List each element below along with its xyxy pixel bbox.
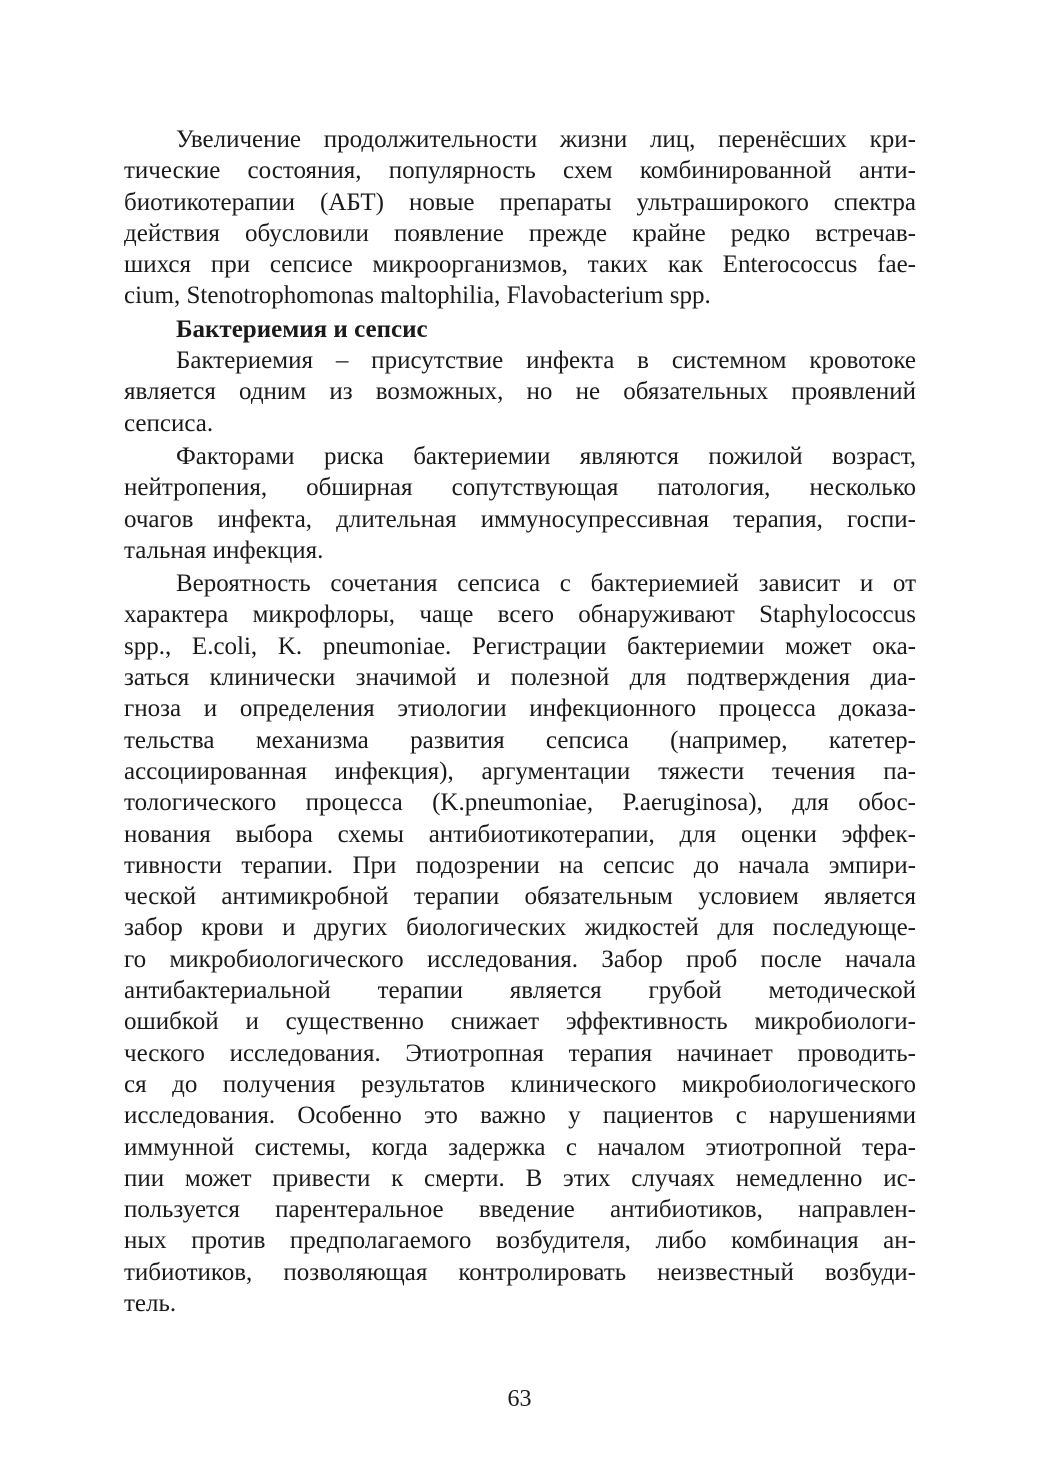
text-line: ассоциированная инфекция), аргументации тяжести течения па- bbox=[124, 757, 916, 785]
text-line: забор крови и других биологических жидкостей для последующе- bbox=[124, 914, 916, 942]
text-line: пии может привести к смерти. В этих случаях немедленно ис- bbox=[124, 1164, 916, 1192]
text-line: действия обусловили появление прежде крайне редко встречав- bbox=[124, 219, 916, 247]
page-body bbox=[124, 124, 916, 1319]
text-line: го микробиологического исследования. Забор проб после начала bbox=[124, 945, 916, 973]
text-line: ся до получения результатов клинического микробиологического bbox=[124, 1070, 916, 1098]
text-line: биотикотерапии (АБТ) новые препараты ультраширокого спектра bbox=[124, 188, 916, 216]
paragraph-definition bbox=[124, 345, 916, 439]
paragraph-intro bbox=[124, 124, 916, 312]
text-line: тические состояния, популярность схем комбинированной анти- bbox=[124, 157, 916, 185]
text-line: исследования. Особенно это важно у пациентов с нарушениями bbox=[124, 1102, 916, 1130]
text-line: spp., E.coli, K. pneumoniae. Регистрации бактериемии может ока- bbox=[124, 632, 916, 660]
text-line: ошибкой и существенно снижает эффективность микробиологи- bbox=[124, 1008, 916, 1036]
paragraph-probability bbox=[124, 568, 916, 1319]
page-number: 63 bbox=[507, 1386, 532, 1412]
text-line: характера микрофлоры, чаще всего обнаруживают Staphylococcus bbox=[124, 601, 916, 629]
paragraph-risk-factors bbox=[124, 441, 916, 566]
text-line: Бактериемия – присутствие инфекта в системном кровотоке bbox=[176, 347, 916, 375]
text-line: очагов инфекта, длительная иммуносупрессивная терапия, госпи- bbox=[124, 505, 916, 533]
text-line: нейтропения, обширная сопутствующая патология, несколько bbox=[124, 474, 916, 502]
text-line: нования выбора схемы антибиотикотерапии, для оценки эффек- bbox=[124, 820, 916, 848]
text-line: ческой антимикробной терапии обязательным условием является bbox=[124, 883, 916, 911]
text-line: тибиотиков, позволяющая контролировать неизвестный возбуди- bbox=[124, 1258, 916, 1286]
text-line: тальная инфекция. bbox=[124, 536, 324, 564]
text-line: ческого исследования. Этиотропная терапия начинает проводить- bbox=[124, 1039, 916, 1067]
text-line: Факторами риска бактериемии являются пожилой возраст, bbox=[176, 442, 916, 470]
text-line: cium, Stenotrophomonas maltophilia, Flavobacterium spp. bbox=[124, 282, 711, 310]
text-line: заться клинически значимой и полезной для подтверждения диа- bbox=[124, 664, 916, 692]
text-line: шихся при сепсисе микроорганизмов, таких как Enterococcus fae- bbox=[124, 251, 916, 279]
text-line: является одним из возможных, но не обязательных проявлений bbox=[124, 378, 916, 406]
text-line: антибактериальной терапии является грубой методической bbox=[124, 977, 916, 1005]
section-heading: Бактериемия и сепсис bbox=[176, 315, 428, 343]
text-line: тологического процесса (K.pneumoniae, P.aeruginosa), для обос- bbox=[124, 789, 916, 817]
text-line: сепсиса. bbox=[124, 409, 214, 437]
text-line: пользуется парентеральное введение антибиотиков, направлен- bbox=[124, 1196, 916, 1224]
text-line: Вероятность сочетания сепсиса с бактериемией зависит и от bbox=[176, 570, 916, 598]
text-line: тивности терапии. При подозрении на сепсис до начала эмпири- bbox=[124, 851, 916, 879]
text-line: ных против предполагаемого возбудителя, либо комбинация ан- bbox=[124, 1227, 916, 1255]
text-line: тельства механизма развития сепсиса (например, катетер- bbox=[124, 726, 916, 754]
text-line: гноза и определения этиологии инфекционного процесса доказа- bbox=[124, 695, 916, 723]
text-line: тель. bbox=[124, 1289, 177, 1317]
text-line: иммунной системы, когда задержка с началом этиотропной тера- bbox=[124, 1133, 916, 1161]
text-line: Увеличение продолжительности жизни лиц, перенёсших кри- bbox=[176, 126, 916, 153]
